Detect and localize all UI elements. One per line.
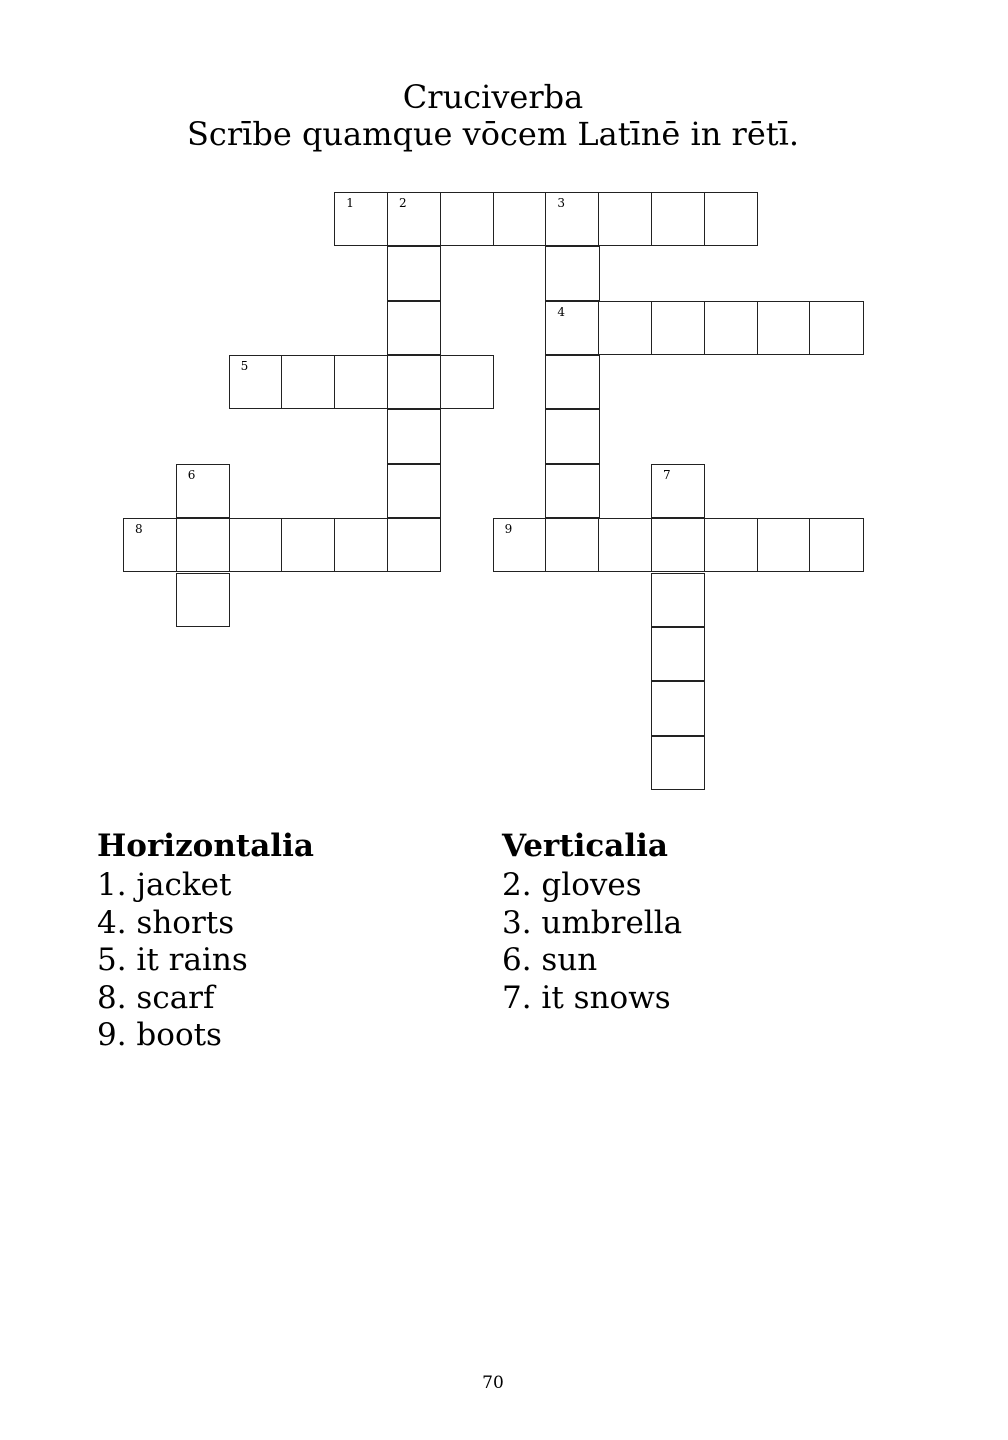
crossword-cell[interactable] — [809, 518, 863, 572]
crossword-cell[interactable] — [334, 192, 388, 246]
crossword-cell[interactable] — [440, 192, 494, 246]
clue-number: 1 — [346, 196, 354, 210]
crossword-cell[interactable] — [704, 301, 758, 355]
crossword-cell[interactable] — [598, 192, 652, 246]
across-clue: 9. boots — [97, 1017, 222, 1053]
crossword-cell[interactable] — [387, 301, 441, 355]
crossword-cell[interactable] — [176, 464, 230, 518]
crossword-cell[interactable] — [704, 518, 758, 572]
crossword-cell[interactable] — [651, 518, 705, 572]
crossword-cell[interactable] — [493, 192, 547, 246]
crossword-cell[interactable] — [651, 681, 705, 735]
crossword-cell[interactable] — [809, 301, 863, 355]
clue-number: 7 — [663, 467, 671, 482]
crossword-cell[interactable] — [545, 192, 599, 246]
down-clues — [502, 826, 682, 1017]
down-clue: 7. it snows — [502, 979, 671, 1016]
clue-number: 5 — [240, 359, 249, 374]
crossword-cell[interactable] — [651, 627, 705, 681]
crossword-cell[interactable] — [545, 355, 599, 409]
crossword-cell[interactable] — [651, 192, 705, 246]
crossword-cell[interactable] — [493, 518, 547, 572]
crossword-cell[interactable] — [598, 518, 652, 572]
clue-number: 4 — [557, 304, 566, 319]
crossword-cell[interactable] — [281, 355, 335, 409]
across-heading: Horizontalia — [97, 828, 314, 864]
across-clue: 4. shorts — [97, 904, 235, 941]
crossword-cell[interactable] — [651, 573, 705, 627]
across-clue: 8. scarf — [97, 979, 215, 1016]
crossword-cell[interactable] — [545, 409, 599, 463]
clue-number: 2 — [399, 196, 407, 210]
crossword-cell[interactable] — [123, 518, 177, 572]
crossword-cell[interactable] — [387, 464, 441, 518]
crossword-cell[interactable] — [387, 355, 441, 409]
across-clue: 1. jacket — [97, 867, 232, 903]
crossword-cell[interactable] — [704, 192, 758, 246]
crossword-cell[interactable] — [440, 355, 494, 409]
crossword-cell[interactable] — [757, 518, 811, 572]
crossword-cell[interactable] — [545, 518, 599, 572]
crossword-cell[interactable] — [651, 301, 705, 355]
clue-number: 9 — [504, 522, 513, 537]
crossword-cell[interactable] — [651, 464, 705, 518]
down-clue: 6. sun — [502, 942, 598, 978]
instruction-text: Scrībe quamque vōcem Latīnē in rētī. — [186, 115, 800, 153]
down-clue: 3. umbrella — [502, 904, 683, 941]
page-number: 70 — [482, 1373, 504, 1393]
clue-number: 3 — [557, 196, 566, 210]
crossword-cell[interactable] — [757, 301, 811, 355]
down-heading: Verticalia — [502, 828, 668, 864]
crossword-cell[interactable] — [545, 301, 599, 355]
crossword-cell[interactable] — [598, 301, 652, 355]
clue-number: 8 — [135, 522, 143, 537]
crossword-cell[interactable] — [176, 573, 230, 627]
crossword-cell[interactable] — [334, 355, 388, 409]
page-title: Cruciverba — [402, 78, 584, 116]
crossword-cell[interactable] — [387, 246, 441, 300]
crossword-cell[interactable] — [387, 192, 441, 246]
down-clue: 2. gloves — [502, 867, 642, 903]
crossword-cell[interactable] — [334, 518, 388, 572]
crossword-cell[interactable] — [651, 736, 705, 790]
crossword-cell[interactable] — [545, 246, 599, 300]
across-clues — [97, 826, 314, 1055]
crossword-cell[interactable] — [176, 518, 230, 572]
crossword-cell[interactable] — [281, 518, 335, 572]
clue-number: 6 — [187, 467, 196, 482]
across-clue: 5. it rains — [97, 942, 248, 978]
crossword-cell[interactable] — [387, 409, 441, 463]
crossword-cell[interactable] — [545, 464, 599, 518]
crossword-cell[interactable] — [229, 518, 283, 572]
crossword-cell[interactable] — [229, 355, 283, 409]
crossword-cell[interactable] — [387, 518, 441, 572]
